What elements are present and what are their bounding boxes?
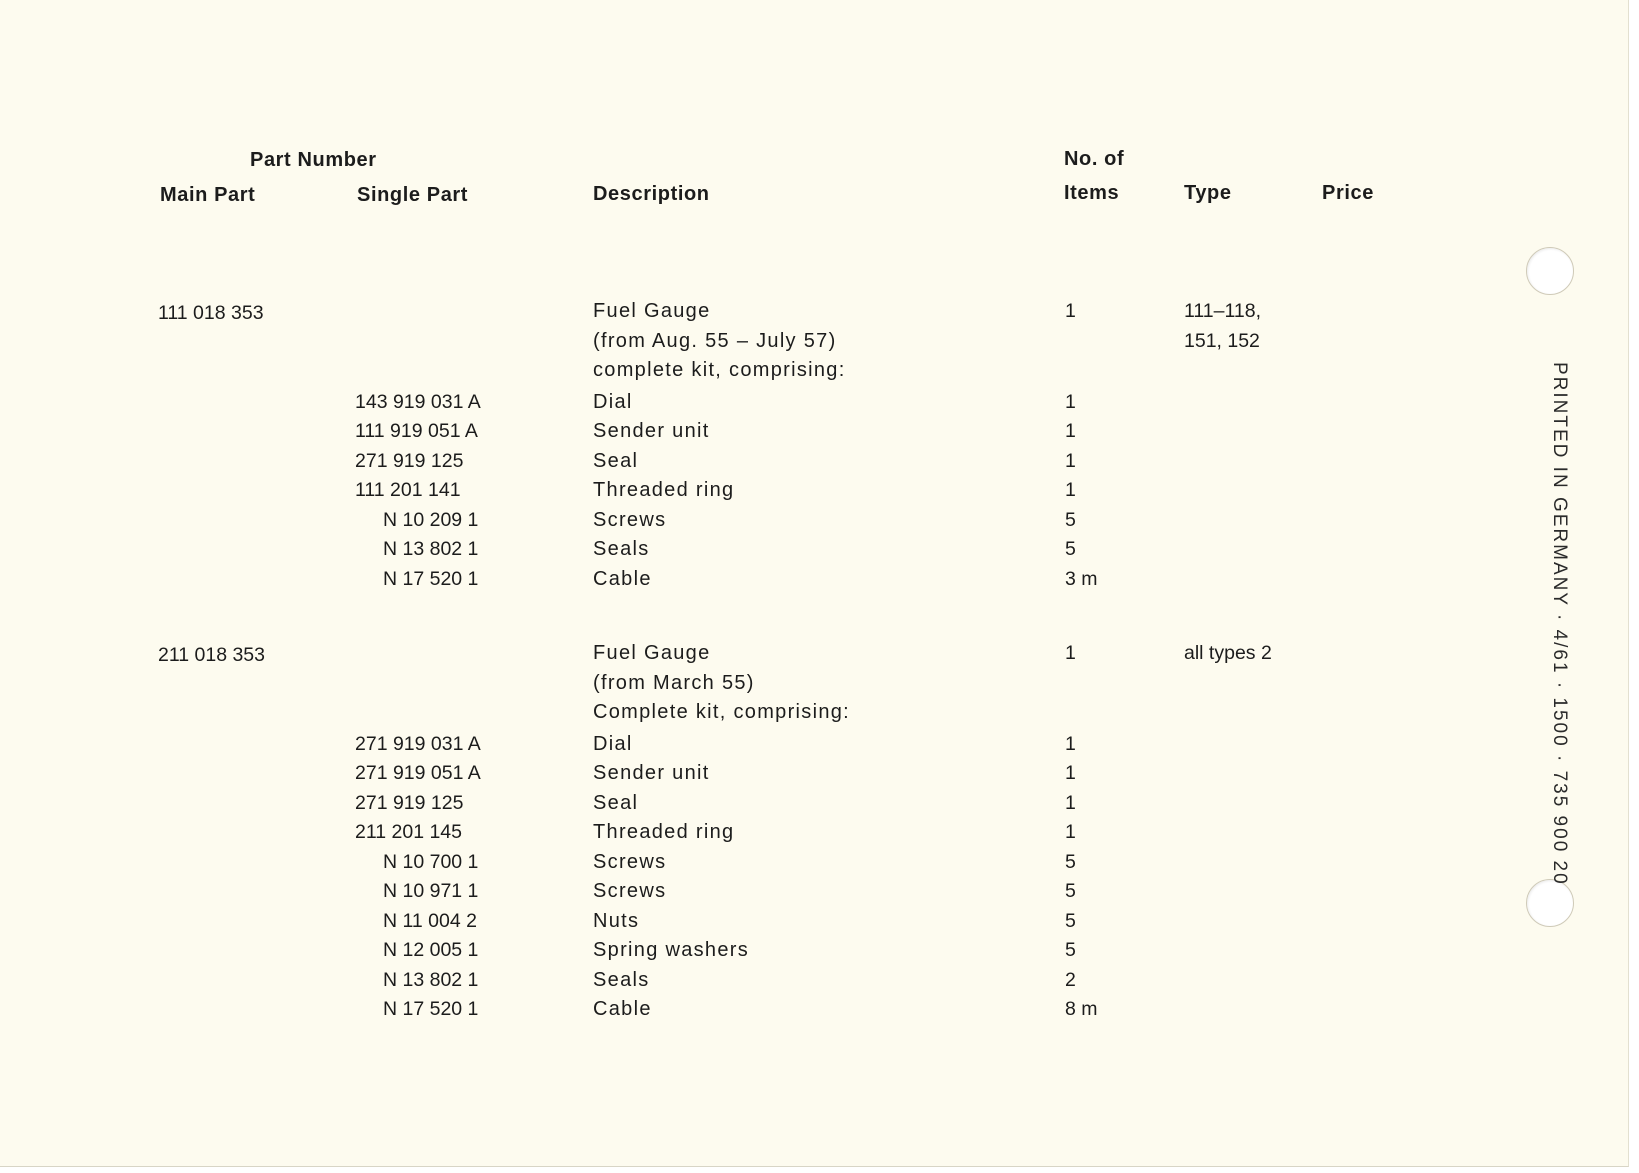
single-part-number: 111 201 141 (355, 479, 461, 501)
component-quantity: 5 (1065, 880, 1076, 902)
binder-hole-top (1526, 247, 1574, 295)
kit-quantity: 1 (1065, 642, 1076, 664)
component-quantity: 1 (1065, 449, 1076, 472)
component-description: Seals (593, 968, 650, 991)
component-quantity: 1 (1065, 390, 1076, 413)
single-part-number: N 17 520 1 (383, 567, 479, 590)
single-part-number: N 10 971 1 (383, 880, 479, 902)
component-quantity: 1 (1065, 420, 1076, 442)
header-type: Type (1184, 182, 1232, 204)
component-quantity: 1 (1065, 732, 1076, 755)
component-description: Nuts (593, 909, 640, 932)
component-description: Seal (593, 449, 639, 472)
single-part-number: 271 919 125 (355, 791, 464, 814)
component-description: Cable (593, 567, 652, 590)
single-part-number: 271 919 125 (355, 449, 464, 472)
kit-description-line: complete kit, comprising: (593, 359, 846, 381)
component-quantity: 8 m (1065, 998, 1098, 1020)
component-description: Spring washers (593, 939, 750, 961)
component-description: Screws (593, 508, 667, 531)
single-part-number: N 10 209 1 (383, 508, 479, 531)
single-part-number: 271 919 031 A (355, 732, 481, 755)
single-part-number: N 13 802 1 (383, 538, 479, 560)
header-part-number: Part Number (250, 149, 377, 171)
component-description: Screws (593, 850, 667, 873)
component-description: Threaded ring (593, 821, 735, 843)
header-single-part: Single Part (357, 184, 469, 206)
single-part-number: 211 201 145 (355, 821, 462, 843)
printed-in-germany-note: PRINTED IN GERMANY · 4/61 · 1500 · 735 900 20 (1549, 362, 1570, 886)
header-main-part: Main Part (160, 184, 256, 206)
main-part-number: 211 018 353 (158, 644, 265, 666)
header-description: Description (593, 183, 710, 205)
component-quantity: 1 (1065, 762, 1076, 784)
kit-description-line: Complete kit, comprising: (593, 701, 851, 723)
component-quantity: 5 (1065, 508, 1076, 531)
single-part-number: 271 919 051 A (355, 762, 481, 784)
component-quantity: 5 (1065, 850, 1076, 873)
component-description: Dial (593, 732, 633, 755)
kit-quantity: 1 (1065, 300, 1076, 322)
header-items: Items (1064, 182, 1120, 204)
kit-description-line: (from March 55) (593, 671, 755, 694)
component-description: Seal (593, 791, 639, 814)
kit-type: 151, 152 (1184, 329, 1260, 352)
kit-type: all types 2 (1184, 642, 1272, 664)
single-part-number: N 12 005 1 (383, 939, 479, 961)
header-price: Price (1322, 182, 1374, 204)
component-quantity: 5 (1065, 538, 1076, 560)
kit-description-line: (from Aug. 55 – July 57) (593, 329, 837, 352)
kit-description-line: Fuel Gauge (593, 300, 711, 322)
component-description: Screws (593, 880, 667, 902)
main-part-number: 111 018 353 (158, 302, 264, 324)
single-part-number: N 13 802 1 (383, 968, 479, 991)
single-part-number: 143 919 031 A (355, 390, 481, 413)
single-part-number: N 17 520 1 (383, 998, 479, 1020)
single-part-number: N 10 700 1 (383, 850, 479, 873)
component-quantity: 1 (1065, 791, 1076, 814)
component-description: Sender unit (593, 420, 710, 442)
component-quantity: 1 (1065, 821, 1076, 843)
component-description: Dial (593, 390, 633, 413)
binder-hole-bottom (1526, 879, 1574, 927)
component-quantity: 3 m (1065, 567, 1098, 590)
single-part-number: N 11 004 2 (383, 909, 477, 932)
component-quantity: 1 (1065, 479, 1076, 501)
component-quantity: 5 (1065, 939, 1076, 961)
component-quantity: 2 (1065, 968, 1076, 991)
component-quantity: 5 (1065, 909, 1076, 932)
component-description: Sender unit (593, 762, 710, 784)
kit-type: 111–118, (1184, 300, 1261, 322)
single-part-number: 111 919 051 A (355, 420, 478, 442)
kit-description-line: Fuel Gauge (593, 642, 711, 664)
component-description: Cable (593, 998, 652, 1020)
component-description: Threaded ring (593, 479, 735, 501)
component-description: Seals (593, 538, 650, 560)
header-no-of: No. of (1064, 148, 1125, 170)
